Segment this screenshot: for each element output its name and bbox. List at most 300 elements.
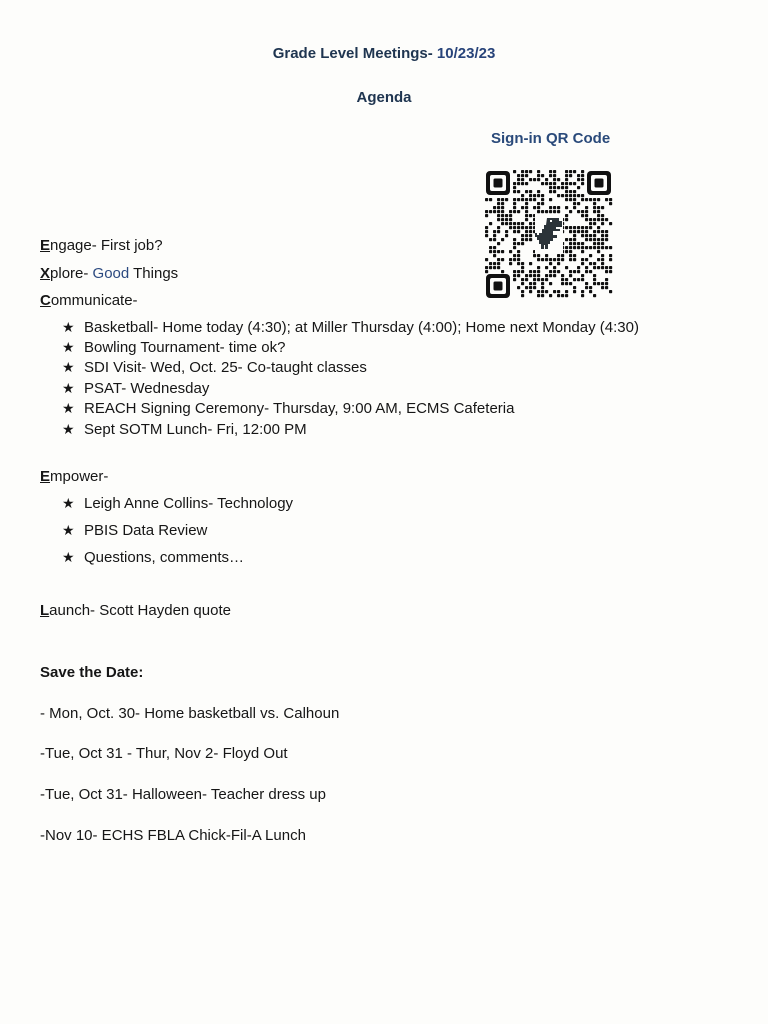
qr-module xyxy=(597,258,600,261)
qr-module xyxy=(549,170,552,173)
qr-module xyxy=(517,190,520,193)
xplore-text-c: Things xyxy=(129,265,179,282)
qr-module xyxy=(577,230,580,233)
qr-module xyxy=(561,182,564,185)
qr-module xyxy=(541,282,544,285)
qr-module xyxy=(557,194,560,197)
qr-module xyxy=(517,262,520,265)
qr-module xyxy=(541,182,544,185)
qr-module xyxy=(557,206,560,209)
qr-module xyxy=(521,290,524,293)
communicate-item xyxy=(62,319,639,336)
qr-module xyxy=(573,278,576,281)
qr-module xyxy=(525,182,528,185)
qr-module xyxy=(549,182,552,185)
qr-module xyxy=(545,182,548,185)
qr-module xyxy=(577,178,580,181)
qr-module xyxy=(593,246,596,249)
qr-module xyxy=(525,286,528,289)
qr-module xyxy=(537,174,540,177)
qr-module xyxy=(585,282,588,285)
qr-module xyxy=(585,258,588,261)
qr-module xyxy=(557,258,560,261)
qr-module xyxy=(585,206,588,209)
qr-module xyxy=(493,250,496,253)
communicate-item-text: Sept SOTM Lunch- Fri, 12:00 PM xyxy=(84,421,307,438)
qr-module xyxy=(497,242,500,245)
qr-module xyxy=(541,210,544,213)
qr-module xyxy=(509,218,512,221)
qr-module xyxy=(605,282,608,285)
qr-module xyxy=(557,254,560,257)
qr-module xyxy=(589,226,592,229)
qr-module xyxy=(497,266,500,269)
qr-module xyxy=(601,206,604,209)
qr-module xyxy=(521,238,524,241)
qr-module xyxy=(517,230,520,233)
qr-module xyxy=(529,274,532,277)
qr-module xyxy=(493,210,496,213)
qr-module xyxy=(605,266,608,269)
qr-module xyxy=(553,182,556,185)
qr-module xyxy=(581,194,584,197)
qr-module xyxy=(537,278,540,281)
qr-module xyxy=(485,258,488,261)
qr-module xyxy=(589,198,592,201)
qr-module xyxy=(505,198,508,201)
qr-module xyxy=(485,226,488,229)
qr-module xyxy=(549,190,552,193)
qr-module xyxy=(561,254,564,257)
qr-module xyxy=(517,198,520,201)
qr-module xyxy=(609,258,612,261)
qr-module xyxy=(485,234,488,237)
qr-module xyxy=(537,190,540,193)
qr-module xyxy=(573,190,576,193)
qr-module xyxy=(545,254,548,257)
qr-module xyxy=(597,242,600,245)
qr-module xyxy=(557,270,560,273)
qr-module xyxy=(609,246,612,249)
qr-module xyxy=(593,198,596,201)
star-icon: ★ xyxy=(62,495,75,511)
qr-module xyxy=(585,198,588,201)
qr-module xyxy=(561,282,564,285)
qr-module xyxy=(569,258,572,261)
qr-module xyxy=(501,202,504,205)
qr-module xyxy=(601,238,604,241)
qr-module xyxy=(553,190,556,193)
qr-module xyxy=(525,234,528,237)
qr-module xyxy=(501,258,504,261)
qr-module xyxy=(505,230,508,233)
qr-module xyxy=(581,234,584,237)
qr-module xyxy=(541,202,544,205)
qr-module xyxy=(497,198,500,201)
empower-item-text: Leigh Anne Collins- Technology xyxy=(84,495,294,512)
qr-module xyxy=(513,258,516,261)
qr-module xyxy=(553,170,556,173)
qr-module xyxy=(565,190,568,193)
star-icon: ★ xyxy=(62,400,75,416)
qr-module xyxy=(565,290,568,293)
qr-module xyxy=(593,238,596,241)
qr-module xyxy=(525,170,528,173)
star-icon: ★ xyxy=(62,549,75,565)
launch-letter: L xyxy=(40,602,50,619)
qr-module xyxy=(549,198,552,201)
star-icon: ★ xyxy=(62,522,75,538)
save-the-date-item: -Nov 10- ECHS FBLA Chick-Fil-A Lunch xyxy=(40,827,306,844)
star-icon: ★ xyxy=(62,380,75,396)
empower-line xyxy=(40,468,108,485)
qr-module xyxy=(553,178,556,181)
qr-module xyxy=(513,198,516,201)
qr-module xyxy=(601,234,604,237)
qr-module xyxy=(493,262,496,265)
qr-module xyxy=(537,202,540,205)
qr-module xyxy=(517,182,520,185)
empower-item-text: PBIS Data Review xyxy=(84,522,208,539)
qr-module xyxy=(497,262,500,265)
qr-module xyxy=(537,194,540,197)
qr-module xyxy=(585,238,588,241)
qr-module xyxy=(581,290,584,293)
qr-module xyxy=(537,270,540,273)
qr-module xyxy=(573,234,576,237)
qr-module xyxy=(569,194,572,197)
qr-module xyxy=(517,226,520,229)
agenda-heading: Agenda xyxy=(356,89,412,106)
qr-finder-bottom-left xyxy=(486,274,510,298)
qr-module xyxy=(549,294,552,297)
qr-module xyxy=(605,246,608,249)
qr-module xyxy=(497,218,500,221)
qr-module xyxy=(525,206,528,209)
qr-module xyxy=(573,258,576,261)
qr-module xyxy=(585,218,588,221)
communicate-item xyxy=(62,421,307,438)
qr-module xyxy=(533,286,536,289)
qr-module xyxy=(601,214,604,217)
qr-module xyxy=(509,250,512,253)
xplore-text-b: Good xyxy=(92,265,130,282)
qr-module xyxy=(521,178,524,181)
communicate-item-text: Bowling Tournament- time ok? xyxy=(84,339,286,356)
star-icon: ★ xyxy=(62,421,75,437)
qr-module xyxy=(537,294,540,297)
qr-module xyxy=(565,246,568,249)
qr-module xyxy=(525,230,528,233)
qr-module xyxy=(581,294,584,297)
qr-module xyxy=(573,286,576,289)
qr-module xyxy=(517,210,520,213)
qr-module xyxy=(561,186,564,189)
qr-module xyxy=(581,262,584,265)
qr-module xyxy=(517,270,520,273)
qr-module xyxy=(581,174,584,177)
qr-module xyxy=(493,266,496,269)
qr-module xyxy=(529,230,532,233)
qr-module xyxy=(577,186,580,189)
qr-module xyxy=(497,202,500,205)
qr-module xyxy=(529,214,532,217)
qr-module xyxy=(525,278,528,281)
qr-module xyxy=(581,178,584,181)
qr-module xyxy=(541,258,544,261)
save-the-date-heading: Save the Date: xyxy=(40,664,144,681)
qr-module xyxy=(597,226,600,229)
qr-module xyxy=(493,234,496,237)
qr-module xyxy=(493,238,496,241)
qr-module xyxy=(501,210,504,213)
qr-module xyxy=(597,214,600,217)
qr-module xyxy=(577,226,580,229)
qr-module xyxy=(509,214,512,217)
qr-module xyxy=(549,258,552,261)
qr-module xyxy=(577,270,580,273)
star-icon: ★ xyxy=(62,359,75,375)
qr-module xyxy=(521,194,524,197)
qr-module xyxy=(525,238,528,241)
qr-module xyxy=(605,238,608,241)
qr-module xyxy=(529,270,532,273)
qr-module xyxy=(493,254,496,257)
qr-module xyxy=(513,186,516,189)
qr-module xyxy=(577,210,580,213)
qr-module xyxy=(541,174,544,177)
qr-module xyxy=(485,266,488,269)
qr-module xyxy=(553,266,556,269)
qr-module xyxy=(485,210,488,213)
qr-module xyxy=(605,278,608,281)
engage-text: ngage- First job? xyxy=(50,237,163,254)
qr-module xyxy=(569,246,572,249)
qr-module xyxy=(561,278,564,281)
qr-module xyxy=(549,186,552,189)
qr-module xyxy=(485,270,488,273)
qr-module xyxy=(605,234,608,237)
qr-module xyxy=(589,218,592,221)
launch-line xyxy=(40,602,231,619)
page-title xyxy=(0,45,768,62)
launch-text: aunch- Scott Hayden quote xyxy=(49,602,231,619)
qr-module xyxy=(485,230,488,233)
qr-module xyxy=(581,182,584,185)
qr-module xyxy=(605,230,608,233)
qr-module xyxy=(533,270,536,273)
qr-module xyxy=(521,270,524,273)
dinosaur-icon xyxy=(535,214,563,254)
qr-module xyxy=(565,226,568,229)
qr-module xyxy=(609,222,612,225)
qr-module xyxy=(573,254,576,257)
qr-module xyxy=(533,278,536,281)
qr-module xyxy=(573,246,576,249)
qr-module xyxy=(557,290,560,293)
communicate-item xyxy=(62,380,209,397)
communicate-item-text: REACH Signing Ceremony- Thursday, 9:00 AM, ECMS Cafeteria xyxy=(84,400,515,417)
qr-module xyxy=(585,246,588,249)
qr-module xyxy=(601,246,604,249)
qr-code-icon[interactable] xyxy=(485,170,613,300)
qr-module xyxy=(553,274,556,277)
xplore-letter: X xyxy=(40,265,51,282)
qr-module xyxy=(577,246,580,249)
qr-module xyxy=(513,254,516,257)
qr-module xyxy=(581,170,584,173)
qr-module xyxy=(565,294,568,297)
qr-module xyxy=(553,270,556,273)
communicate-item xyxy=(62,359,367,376)
qr-module xyxy=(529,190,532,193)
qr-module xyxy=(569,282,572,285)
qr-module xyxy=(513,182,516,185)
communicate-line xyxy=(40,292,138,309)
qr-module xyxy=(593,266,596,269)
qr-module xyxy=(525,198,528,201)
qr-module xyxy=(545,274,548,277)
qr-label: Sign-in QR Code xyxy=(491,130,611,147)
qr-module xyxy=(513,206,516,209)
qr-module xyxy=(593,210,596,213)
qr-module xyxy=(593,242,596,245)
qr-module xyxy=(489,246,492,249)
qr-module xyxy=(561,274,564,277)
qr-module xyxy=(601,266,604,269)
qr-module xyxy=(585,266,588,269)
qr-module xyxy=(569,226,572,229)
qr-module xyxy=(545,266,548,269)
qr-module xyxy=(565,266,568,269)
qr-module xyxy=(581,258,584,261)
qr-module xyxy=(609,270,612,273)
qr-module xyxy=(529,290,532,293)
qr-module xyxy=(529,178,532,181)
qr-module xyxy=(497,206,500,209)
qr-module xyxy=(537,210,540,213)
qr-module xyxy=(557,262,560,265)
qr-module xyxy=(545,278,548,281)
qr-module xyxy=(605,270,608,273)
communicate-item-text: PSAT- Wednesday xyxy=(84,380,210,397)
qr-module xyxy=(545,290,548,293)
qr-module xyxy=(597,250,600,253)
qr-module xyxy=(521,198,524,201)
qr-module xyxy=(609,198,612,201)
qr-module xyxy=(521,282,524,285)
qr-module xyxy=(565,206,568,209)
qr-module xyxy=(585,226,588,229)
qr-module xyxy=(521,226,524,229)
qr-module xyxy=(597,198,600,201)
qr-module xyxy=(601,230,604,233)
qr-module xyxy=(589,270,592,273)
qr-module xyxy=(569,182,572,185)
qr-module xyxy=(569,270,572,273)
qr-module xyxy=(529,286,532,289)
qr-module xyxy=(601,282,604,285)
qr-module xyxy=(537,170,540,173)
qr-module xyxy=(529,198,532,201)
qr-module xyxy=(521,222,524,225)
qr-module xyxy=(581,226,584,229)
qr-module xyxy=(601,242,604,245)
qr-module xyxy=(533,254,536,257)
qr-module xyxy=(573,198,576,201)
qr-module xyxy=(573,242,576,245)
qr-module xyxy=(601,262,604,265)
qr-module xyxy=(489,210,492,213)
qr-module xyxy=(561,194,564,197)
qr-module xyxy=(585,214,588,217)
qr-module xyxy=(601,258,604,261)
qr-module xyxy=(497,214,500,217)
qr-module xyxy=(577,278,580,281)
qr-module xyxy=(601,254,604,257)
qr-module xyxy=(529,194,532,197)
qr-module xyxy=(573,290,576,293)
qr-module xyxy=(529,222,532,225)
qr-module xyxy=(565,238,568,241)
qr-module xyxy=(517,174,520,177)
qr-module xyxy=(549,206,552,209)
communicate-text: ommunicate- xyxy=(50,292,138,309)
qr-module xyxy=(513,238,516,241)
qr-module xyxy=(513,246,516,249)
qr-module xyxy=(513,278,516,281)
qr-module xyxy=(541,294,544,297)
qr-module xyxy=(537,206,540,209)
qr-module xyxy=(537,274,540,277)
qr-module xyxy=(589,262,592,265)
qr-module xyxy=(569,242,572,245)
qr-module xyxy=(509,222,512,225)
qr-module xyxy=(597,238,600,241)
qr-module xyxy=(529,262,532,265)
qr-module xyxy=(529,170,532,173)
qr-module xyxy=(581,250,584,253)
qr-module xyxy=(589,234,592,237)
qr-module xyxy=(513,202,516,205)
qr-module xyxy=(497,230,500,233)
qr-module xyxy=(521,242,524,245)
qr-module xyxy=(597,246,600,249)
qr-module xyxy=(597,206,600,209)
qr-module xyxy=(529,226,532,229)
qr-module xyxy=(581,230,584,233)
qr-module xyxy=(513,242,516,245)
qr-module xyxy=(517,274,520,277)
qr-module xyxy=(565,278,568,281)
qr-module xyxy=(593,230,596,233)
qr-module xyxy=(509,262,512,265)
qr-module xyxy=(565,282,568,285)
qr-module xyxy=(525,202,528,205)
engage-line xyxy=(40,237,163,254)
qr-module xyxy=(513,210,516,213)
qr-module xyxy=(549,274,552,277)
qr-module xyxy=(533,274,536,277)
qr-module xyxy=(581,246,584,249)
qr-module xyxy=(541,198,544,201)
qr-module xyxy=(505,234,508,237)
qr-module xyxy=(489,250,492,253)
qr-module xyxy=(609,254,612,257)
qr-module xyxy=(517,178,520,181)
qr-module xyxy=(577,242,580,245)
qr-module xyxy=(589,246,592,249)
